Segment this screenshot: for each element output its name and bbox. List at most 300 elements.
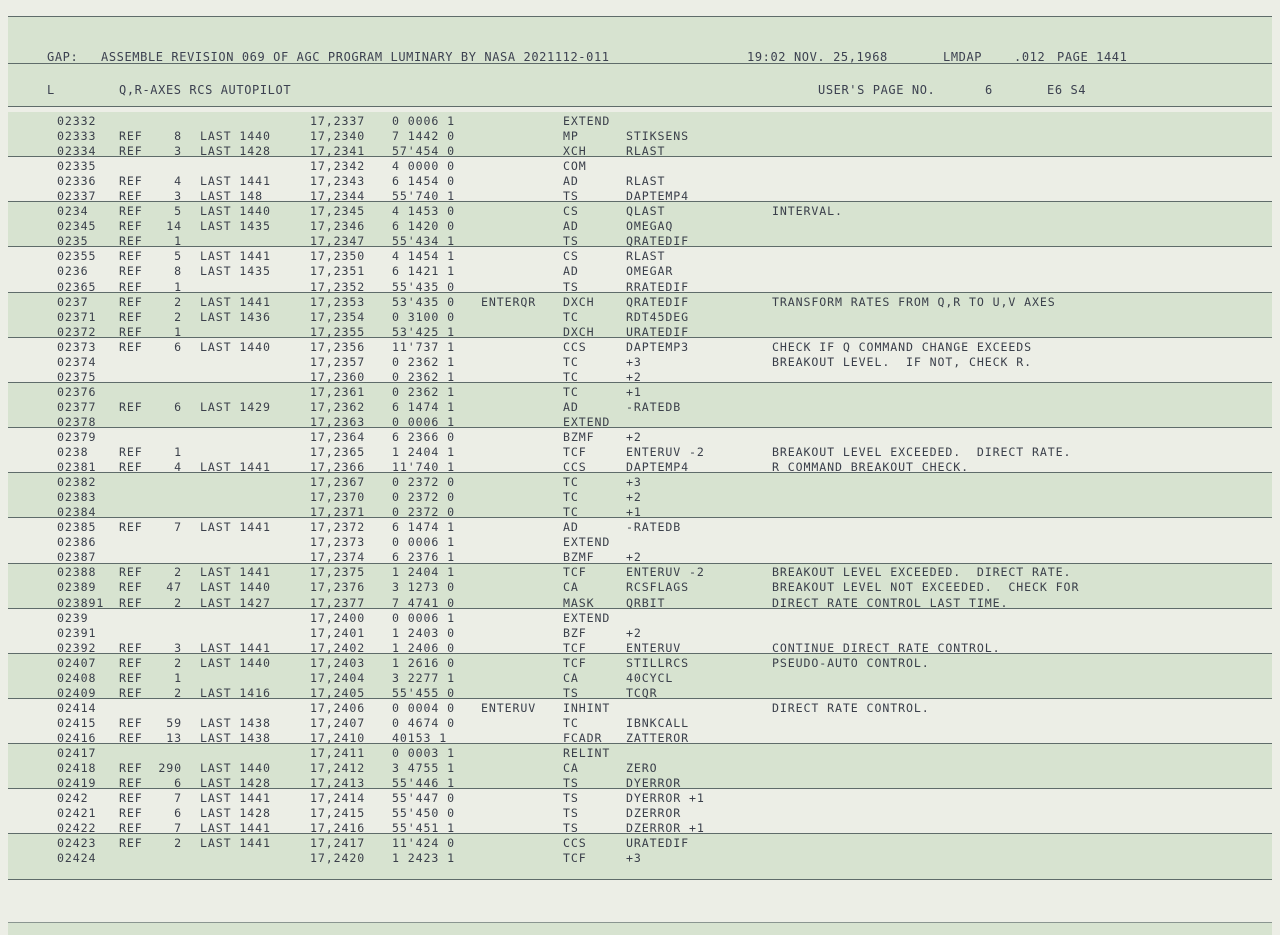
opcode: EXTEND [563,414,611,429]
octal-word: 40153 1 [392,730,448,745]
octal-word: 11'737 1 [392,339,456,354]
ref-count: 1 [174,670,182,685]
octal-word: 0 2372 0 [392,505,456,520]
ref-label: REF [119,445,143,460]
ref-count: 2 [174,309,182,324]
address: 17,2403 [310,655,366,670]
opcode: BZMF [563,429,595,444]
version-label: .012 [1014,50,1046,64]
address: 17,2412 [310,761,366,776]
address: 17,2404 [310,670,366,685]
listing-row [0,791,1280,806]
operand: DYERROR [626,776,682,791]
address: 17,2373 [310,535,366,550]
line-number: 0238 [57,445,89,460]
page-number: PAGE 1441 [1057,50,1128,64]
octal-word: 4 0000 0 [392,159,456,174]
address: 17,2351 [310,264,366,279]
opcode: TS [563,776,579,791]
address: 17,2400 [310,610,366,625]
address: 17,2401 [310,625,366,640]
last-ref: LAST 1441 [200,640,271,655]
mode-label: LMDAP [943,50,983,64]
octal-word: 6 1474 1 [392,520,456,535]
last-ref: LAST 1436 [200,309,271,324]
ref-label: REF [119,580,143,595]
listing-row [0,430,1280,445]
last-ref: LAST 1441 [200,249,271,264]
operand: OMEGAQ [626,219,674,234]
line-number: 02389 [57,580,97,595]
address: 17,2341 [310,144,366,159]
opcode: TC [563,369,579,384]
comment: CHECK IF Q COMMAND CHANGE EXCEEDS [772,339,1033,354]
opcode: EXTEND [563,535,611,550]
line-number: 02375 [57,369,97,384]
line-number: 02334 [57,144,97,159]
octal-word: 55'435 0 [392,279,456,294]
octal-word: 0 0006 1 [392,535,456,550]
assembly-title: ASSEMBLE REVISION 069 OF AGC PROGRAM LUMINARY BY NASA 2021112-011 [101,50,610,64]
operand: DAPTEMP3 [626,339,690,354]
opcode: TC [563,309,579,324]
ref-label: REF [119,761,143,776]
page-code: E6 S4 [1047,83,1087,97]
octal-word: 0 0006 1 [392,610,456,625]
ref-label: REF [119,565,143,580]
line-number: 02335 [57,159,97,174]
comment: DIRECT RATE CONTROL LAST TIME. [772,595,1009,610]
octal-word: 6 1421 1 [392,264,456,279]
ref-count: 4 [174,460,182,475]
listing-row [0,445,1280,460]
address: 17,2413 [310,776,366,791]
listing-row [0,400,1280,415]
listing-row [0,731,1280,746]
address: 17,2366 [310,460,366,475]
address: 17,2350 [310,249,366,264]
ref-count: 14 [166,219,182,234]
operand: QRATEDIF [626,294,690,309]
opcode: CA [563,761,579,776]
listing-row [0,806,1280,821]
address: 17,2343 [310,174,366,189]
opcode: TS [563,234,579,249]
line-number: 02365 [57,279,97,294]
ref-count: 7 [174,821,182,836]
listing-row [0,264,1280,279]
ref-label: REF [119,144,143,159]
operand: +1 [626,384,642,399]
ref-label: REF [119,294,143,309]
comment: R COMMAND BREAKOUT CHECK. [772,460,970,475]
listing-row [0,204,1280,219]
opcode: MASK [563,595,595,610]
address: 17,2352 [310,279,366,294]
opcode: COM [563,159,587,174]
opcode: RELINT [563,745,611,760]
line-number: 02336 [57,174,97,189]
opcode: TC [563,384,579,399]
line-number: 02391 [57,625,97,640]
listing-row [0,505,1280,520]
ref-count: 8 [174,264,182,279]
ref-count: 5 [174,204,182,219]
listing-row [0,310,1280,325]
operand: -RATEDB [626,520,682,535]
octal-word: 55'434 1 [392,234,456,249]
address: 17,2365 [310,445,366,460]
listing-body [0,114,1280,866]
line-number: 02388 [57,565,97,580]
line-number: 02392 [57,640,97,655]
opcode: CA [563,580,579,595]
line-number: 0234 [57,204,89,219]
listing-row [0,189,1280,204]
last-ref: LAST 1438 [200,715,271,730]
comment: PSEUDO-AUTO CONTROL. [772,655,930,670]
address: 17,2363 [310,414,366,429]
line-number: 02416 [57,730,97,745]
last-ref: LAST 1440 [200,339,271,354]
line-number: 02355 [57,249,97,264]
ref-count: 3 [174,640,182,655]
octal-word: 0 2362 1 [392,369,456,384]
ref-count: 1 [174,324,182,339]
octal-word: 4 1454 1 [392,249,456,264]
octal-word: 1 2423 1 [392,851,456,866]
listing-row [0,611,1280,626]
ref-label: REF [119,204,143,219]
octal-word: 1 2404 1 [392,445,456,460]
ref-count: 1 [174,234,182,249]
address: 17,2346 [310,219,366,234]
listing-row [0,656,1280,671]
line-number: 02419 [57,776,97,791]
listing-row [0,415,1280,430]
line-number: 02382 [57,475,97,490]
listing-row [0,144,1280,159]
ref-label: REF [119,279,143,294]
address: 17,2411 [310,745,366,760]
opcode: TCF [563,851,587,866]
octal-word: 0 0004 0 [392,700,456,715]
last-ref: LAST 1441 [200,836,271,851]
listing-row [0,716,1280,731]
octal-word: 0 4674 0 [392,715,456,730]
line-number: 02332 [57,114,97,128]
ref-label: REF [119,399,143,414]
ref-label: REF [119,174,143,189]
address: 17,2360 [310,369,366,384]
operand: DAPTEMP4 [626,189,690,204]
operand: ENTERUV -2 [626,565,705,580]
last-ref: LAST 1441 [200,565,271,580]
last-ref: LAST 1435 [200,219,271,234]
address: 17,2370 [310,490,366,505]
listing-row [0,219,1280,234]
listing-row [0,776,1280,791]
ref-count: 7 [174,791,182,806]
address: 17,2353 [310,294,366,309]
address: 17,2402 [310,640,366,655]
ref-count: 6 [174,776,182,791]
octal-word: 0 2362 1 [392,384,456,399]
opcode: TC [563,505,579,520]
last-ref: LAST 1428 [200,776,271,791]
listing-row [0,641,1280,656]
line-number: 02374 [57,354,97,369]
listing-row [0,550,1280,565]
octal-word: 55'740 1 [392,189,456,204]
opcode: AD [563,174,579,189]
octal-word: 0 2372 0 [392,475,456,490]
octal-word: 53'425 1 [392,324,456,339]
ref-label: REF [119,685,143,700]
operand: RRATEDIF [626,279,690,294]
listing-row [0,159,1280,174]
opcode: TCF [563,565,587,580]
listing-row [0,234,1280,249]
operand: ZATTEROR [626,730,690,745]
operand: RCSFLAGS [626,580,690,595]
line-number: 02417 [57,745,97,760]
operand: DZERROR +1 [626,821,705,836]
address: 17,2372 [310,520,366,535]
label: ENTERUV [481,700,537,715]
line-number: 02384 [57,505,97,520]
opcode: TS [563,806,579,821]
ref-label: REF [119,821,143,836]
octal-word: 55'447 0 [392,791,456,806]
address: 17,2355 [310,324,366,339]
comment: INTERVAL. [772,204,843,219]
ref-count: 2 [174,655,182,670]
line-number: 02409 [57,685,97,700]
octal-word: 0 3100 0 [392,309,456,324]
ref-label: REF [119,730,143,745]
ref-label: REF [119,791,143,806]
octal-word: 1 2403 0 [392,625,456,640]
opcode: TCF [563,640,587,655]
listing-row [0,325,1280,340]
header-bottom-rule [8,106,1272,107]
opcode: TC [563,490,579,505]
comment: BREAKOUT LEVEL. IF NOT, CHECK R. [772,354,1033,369]
ref-label: REF [119,129,143,144]
header-line-1 [0,50,1128,68]
opcode: AD [563,399,579,414]
opcode: XCH [563,144,587,159]
ref-label: REF [119,324,143,339]
opcode: TS [563,189,579,204]
opcode: MP [563,129,579,144]
operand: URATEDIF [626,324,690,339]
ref-count: 6 [174,399,182,414]
line-number: 02418 [57,761,97,776]
comment: BREAKOUT LEVEL NOT EXCEEDED. CHECK FOR [772,580,1080,595]
operand: -RATEDB [626,399,682,414]
ref-count: 6 [174,339,182,354]
last-ref: LAST 1428 [200,806,271,821]
ref-count: 2 [174,836,182,851]
address: 17,2377 [310,595,366,610]
line-number: 0236 [57,264,89,279]
address: 17,2345 [310,204,366,219]
ref-label: REF [119,309,143,324]
line-number: 02377 [57,399,97,414]
line-number: 02345 [57,219,97,234]
ref-count: 2 [174,294,182,309]
listing-row [0,535,1280,550]
line-number: 02379 [57,429,97,444]
listing-row [0,565,1280,580]
opcode: TC [563,354,579,369]
listing-row [0,490,1280,505]
operand: QLAST [626,204,666,219]
comment: BREAKOUT LEVEL EXCEEDED. DIRECT RATE. [772,445,1072,460]
last-ref: LAST 1441 [200,460,271,475]
address: 17,2364 [310,429,366,444]
opcode: CA [563,670,579,685]
line-number: 02424 [57,851,97,866]
comment: BREAKOUT LEVEL EXCEEDED. DIRECT RATE. [772,565,1072,580]
opcode: EXTEND [563,114,611,128]
listing-row [0,249,1280,264]
address: 17,2376 [310,580,366,595]
operand: TCQR [626,685,658,700]
address: 17,2342 [310,159,366,174]
last-ref: LAST 1441 [200,520,271,535]
listing-row [0,701,1280,716]
ref-count: 47 [166,580,182,595]
ref-label: REF [119,339,143,354]
opcode: CCS [563,836,587,851]
line-number: 02333 [57,129,97,144]
operand: DAPTEMP4 [626,460,690,475]
opcode: FCADR [563,730,603,745]
listing-row [0,174,1280,189]
listing-row [0,836,1280,851]
ref-count: 1 [174,279,182,294]
octal-word: 1 2406 0 [392,640,456,655]
address: 17,2340 [310,129,366,144]
listing-row [0,280,1280,295]
listing-row [0,761,1280,776]
line-number: 02422 [57,821,97,836]
operand: +2 [626,550,642,565]
ref-label: REF [119,234,143,249]
ref-count: 4 [174,174,182,189]
comment: CONTINUE DIRECT RATE CONTROL. [772,640,1001,655]
last-ref: LAST 1429 [200,399,271,414]
octal-word: 1 2616 0 [392,655,456,670]
line-number: 0237 [57,294,89,309]
octal-word: 11'424 0 [392,836,456,851]
octal-word: 6 1454 0 [392,174,456,189]
octal-word: 0 0003 1 [392,745,456,760]
opcode: TCF [563,445,587,460]
ref-count: 1 [174,445,182,460]
last-ref: LAST 1440 [200,761,271,776]
octal-word: 1 2404 1 [392,565,456,580]
operand: ENTERUV [626,640,682,655]
ref-count: 290 [158,761,182,776]
opcode: TS [563,279,579,294]
assembler-label: GAP: [47,50,79,64]
line-number: 02387 [57,550,97,565]
address: 17,2354 [310,309,366,324]
opcode: AD [563,219,579,234]
opcode: AD [563,264,579,279]
octal-word: 3 2277 1 [392,670,456,685]
operand: ZERO [626,761,658,776]
line-number: 02381 [57,460,97,475]
line-number: 0239 [57,610,89,625]
operand: QRATEDIF [626,234,690,249]
octal-word: 55'450 0 [392,806,456,821]
comment: TRANSFORM RATES FROM Q,R TO U,V AXES [772,294,1056,309]
address: 17,2337 [310,114,366,128]
line-number: 02383 [57,490,97,505]
ref-label: REF [119,595,143,610]
ref-label: REF [119,460,143,475]
last-ref: LAST 1428 [200,144,271,159]
listing-row [0,686,1280,701]
opcode: DXCH [563,294,595,309]
listing-row [0,295,1280,310]
octal-word: 7 4741 0 [392,595,456,610]
opcode: TS [563,791,579,806]
operand: +1 [626,505,642,520]
address: 17,2357 [310,354,366,369]
operand: STILLRCS [626,655,690,670]
line-number: 02371 [57,309,97,324]
ref-label: REF [119,836,143,851]
octal-word: 6 2376 1 [392,550,456,565]
listing-row [0,626,1280,641]
ref-label: REF [119,249,143,264]
line-number: 02373 [57,339,97,354]
opcode: TC [563,715,579,730]
listing-row [0,129,1280,144]
ref-count: 8 [174,129,182,144]
section-title: Q,R-AXES RCS AUTOPILOT [119,83,292,97]
opcode: INHINT [563,700,611,715]
octal-word: 0 0006 1 [392,114,456,128]
opcode: AD [563,520,579,535]
ref-count: 2 [174,565,182,580]
last-ref: LAST 1440 [200,655,271,670]
operand: 40CYCL [626,670,674,685]
listing-row [0,851,1280,866]
address: 17,2361 [310,384,366,399]
address: 17,2371 [310,505,366,520]
last-ref: LAST 1440 [200,580,271,595]
line-number: 02372 [57,324,97,339]
octal-word: 55'446 1 [392,776,456,791]
address: 17,2367 [310,475,366,490]
address: 17,2416 [310,821,366,836]
opcode: EXTEND [563,610,611,625]
listing-row [0,340,1280,355]
ref-count: 2 [174,595,182,610]
operand: +3 [626,851,642,866]
address: 17,2407 [310,715,366,730]
ref-count: 3 [174,144,182,159]
ref-count: 6 [174,806,182,821]
last-ref: LAST 1438 [200,730,271,745]
